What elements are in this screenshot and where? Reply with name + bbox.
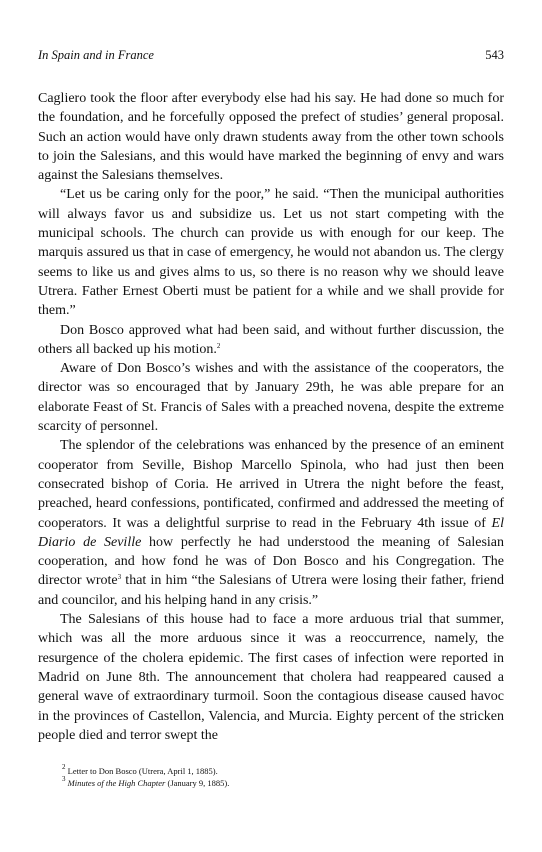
- paragraph-text: Don Bosco approved what had been said, and without further discussion, the others all backed up his motion.: [38, 322, 504, 357]
- footnote-number: 3: [62, 775, 66, 783]
- footnote-number: 2: [62, 763, 66, 771]
- page-number: 543: [485, 48, 504, 62]
- paragraph: Aware of Don Bosco’s wishes and with the assistance of the cooperators, the director was so encouraged that by January 29th, he was able prepare for an elaborate Feast of St. Francis of Sales with a preached novena, despite the extreme scarcity of personnel.: [38, 361, 504, 435]
- newspaper-title: El Diario de Seville: [38, 515, 504, 550]
- paragraph: The Salesians of this house had to face a more arduous trial that summer, which was all the more arduous since it was a reoccurrence, namely, the resurgence of the cholera epidemic. The first cases of infection were reported in Madrid on June 8th. The announcement that cholera had reappeared caused a general wave of extraordinary turmoil. Soon the contagious disease caused havoc in the provinces of Castellon, Valencia, and Murcia. Eighty percent of the stricken people died and terror swept the: [38, 612, 504, 743]
- paragraph-text: that in him “the Salesians of Utrera were losing their father, friend and councilor, and his helping hand in any crisis.”: [38, 573, 504, 608]
- footnote: [62, 777, 492, 789]
- footnote-ref: 3: [117, 573, 122, 582]
- footnote: [62, 765, 492, 777]
- paragraph: [38, 321, 504, 360]
- footnotes: [62, 765, 492, 789]
- paragraph: Cagliero took the floor after everybody else had his say. He had done so much for the foundation, and he forcefully opposed the prefect of studies’ general proposal. Such an action would have only drawn students away from the other town schools to join the Salesians, and this would have marked the beginning of envy and wars against the Salesians themselves.: [38, 91, 504, 184]
- footnote-text: Letter to Don Bosco (Utrera, April 1, 1885).: [67, 766, 218, 776]
- running-header: [38, 48, 504, 68]
- paragraph: [38, 436, 504, 610]
- paragraph: “Let us be caring only for the poor,” he said. “Then the municipal authorities will always favor us and subsidize us. Let us not start competing with the municipal schools. The church can provide us with enough for our keep. The marquis assured us that in case of emergency, he would not abandon us. The clergy seems to like us and gives alms to us, so there is no reason why we should leave Utrera. Father Ernest Oberti must be patient for a while and we shall provide for them.”: [38, 187, 504, 319]
- paragraph-text: how perfectly he had understood the meaning of Salesian cooperation, and how fond he was of Don Bosco and his Congregation. The director wrote: [38, 534, 504, 589]
- footnote-ref: 2: [216, 341, 221, 350]
- footnote-text: (January 9, 1885).: [167, 778, 230, 788]
- body-text: [38, 89, 504, 745]
- footnote-title: Minutes of the High Chapter: [67, 778, 166, 788]
- running-title: In Spain and in France: [38, 48, 154, 62]
- paragraph-text: The splendor of the celebrations was enhanced by the presence of an eminent cooperator from Seville, Bishop Marcello Spinola, who had just then been consecrated bishop of Coria. He arrived in Utrera the night before the feast, preached, heard confessions, pontificated, confirmed and addressed the meeting of cooperators. It was a delightful surprise to read in the February 4th issue of: [38, 438, 504, 531]
